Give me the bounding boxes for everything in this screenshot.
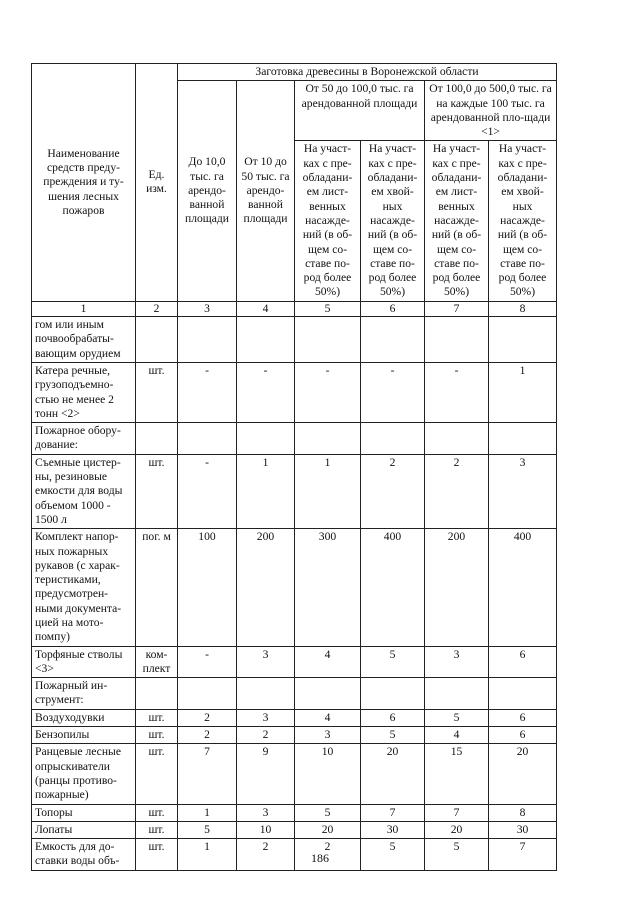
row-value: 5	[178, 821, 237, 838]
header-deciduous-50-100: На участ-ках с пре-обладани-ем лист-венных насажде-ний (в об-щем со-ставе по-род более 50%)	[295, 141, 361, 301]
row-value	[425, 678, 489, 710]
row-unit: шт.	[136, 744, 178, 804]
column-number: 8	[489, 301, 557, 316]
row-unit: шт.	[136, 821, 178, 838]
row-value	[295, 678, 361, 710]
row-value: 20	[295, 821, 361, 838]
header-50-to-100: От 50 до 100,0 тыс. га арендованной площади	[295, 81, 425, 141]
row-value	[295, 317, 361, 363]
row-value: 7	[425, 804, 489, 821]
row-value: 1	[295, 454, 361, 528]
row-value: 6	[361, 709, 425, 726]
column-number: 2	[136, 301, 178, 316]
table-row	[32, 454, 557, 528]
row-value: 9	[237, 744, 295, 804]
table-row	[32, 423, 557, 455]
row-value: -	[178, 646, 237, 678]
row-value: 6	[489, 709, 557, 726]
row-value: 5	[295, 804, 361, 821]
column-number: 5	[295, 301, 361, 316]
header-coniferous-100-500: На участ-ках с пре-обладани-ем хвой-ных насажде-ний (в об-щем со-ставе по-род более 50%)	[489, 141, 557, 301]
row-value: -	[361, 362, 425, 422]
row-name: Воздуходувки	[32, 709, 136, 726]
table-row	[32, 646, 557, 678]
row-name: Бензопилы	[32, 727, 136, 744]
row-value: -	[237, 362, 295, 422]
row-unit: пог. м	[136, 529, 178, 646]
row-value	[237, 423, 295, 455]
table-row	[32, 709, 557, 726]
row-value: 20	[489, 744, 557, 804]
row-value: 1	[489, 362, 557, 422]
row-value: 5	[425, 709, 489, 726]
row-value: 2	[425, 454, 489, 528]
row-value	[361, 678, 425, 710]
row-value: 8	[489, 804, 557, 821]
row-unit: шт.	[136, 839, 178, 871]
row-value: 7	[361, 804, 425, 821]
row-value: 1	[237, 454, 295, 528]
table-row	[32, 529, 557, 646]
row-value	[361, 423, 425, 455]
row-value: 3	[237, 804, 295, 821]
row-name: Пожарное обору-дование:	[32, 423, 136, 455]
row-value: 2	[295, 839, 361, 871]
column-number: 7	[425, 301, 489, 316]
header-name-column: Наименование средств преду-преждения и ту-шения лесных пожаров	[32, 64, 136, 302]
row-value: 4	[425, 727, 489, 744]
row-unit: шт.	[136, 804, 178, 821]
row-value: 7	[178, 744, 237, 804]
row-value: 2	[361, 454, 425, 528]
row-value: 400	[361, 529, 425, 646]
column-number: 1	[32, 301, 136, 316]
row-unit: шт.	[136, 454, 178, 528]
header-group-title: Заготовка древесины в Воронежской области	[178, 64, 557, 81]
row-name: Ранцевые лесные опрыскиватели (ранцы противо-пожарные)	[32, 744, 136, 804]
row-value: 200	[425, 529, 489, 646]
row-name: Топоры	[32, 804, 136, 821]
row-value: 2	[237, 727, 295, 744]
row-unit	[136, 678, 178, 710]
row-name: Лопаты	[32, 821, 136, 838]
row-value: 15	[425, 744, 489, 804]
row-value: 2	[178, 709, 237, 726]
row-value	[237, 317, 295, 363]
row-value: 10	[295, 744, 361, 804]
row-value: -	[178, 362, 237, 422]
row-unit: шт.	[136, 709, 178, 726]
row-name: гом или иным почвообрабаты-вающим орудием	[32, 317, 136, 363]
row-value	[489, 317, 557, 363]
row-value: 6	[489, 727, 557, 744]
row-value	[425, 317, 489, 363]
row-value: 20	[361, 744, 425, 804]
row-name: Пожарный ин-струмент:	[32, 678, 136, 710]
row-value: 1	[178, 804, 237, 821]
row-value: 400	[489, 529, 557, 646]
row-value: -	[178, 454, 237, 528]
row-value: 100	[178, 529, 237, 646]
row-value	[178, 317, 237, 363]
row-value	[489, 678, 557, 710]
row-value: -	[425, 362, 489, 422]
row-value	[361, 317, 425, 363]
row-name: Торфяные стволы <3>	[32, 646, 136, 678]
row-value: 4	[295, 646, 361, 678]
header-100-to-500: От 100,0 до 500,0 тыс. га на каждые 100 тыс. га арендованной пло-щади <1>	[425, 81, 557, 141]
table-row	[32, 744, 557, 804]
row-value: 10	[237, 821, 295, 838]
table-row	[32, 821, 557, 838]
row-value: 5	[361, 839, 425, 871]
table-row	[32, 678, 557, 710]
row-value: 5	[361, 727, 425, 744]
column-number: 6	[361, 301, 425, 316]
row-unit	[136, 423, 178, 455]
row-value: 6	[489, 646, 557, 678]
header-coniferous-50-100: На участ-ках с пре-обладани-ем хвой-ных насажде-ний (в об-щем со-ставе по-род более 50%)	[361, 141, 425, 301]
row-value: 3	[237, 709, 295, 726]
row-name: Комплект напор-ных пожарных рукавов (с харак-теристиками, предусмотрен-ными документа-цией на мото-помпу)	[32, 529, 136, 646]
header-10-to-50: От 10 до 50 тыс. га арендо-ванной площади	[237, 81, 295, 301]
table-row	[32, 317, 557, 363]
row-name: Съемные цистер-ны, резиновые емкости для воды объемом 1000 - 1500 л	[32, 454, 136, 528]
row-value: 30	[489, 821, 557, 838]
row-value: 20	[425, 821, 489, 838]
row-value: 3	[489, 454, 557, 528]
row-name: Катера речные, грузоподъемно-стью не менее 2 тонн <2>	[32, 362, 136, 422]
row-value: 2	[178, 727, 237, 744]
row-unit: шт.	[136, 727, 178, 744]
row-value: 3	[425, 646, 489, 678]
row-value	[237, 678, 295, 710]
row-value	[489, 423, 557, 455]
row-value: 4	[295, 709, 361, 726]
header-deciduous-100-500: На участ-ках с пре-обладани-ем лист-венных насажде-ний (в об-щем со-ставе по-род более 50%)	[425, 141, 489, 301]
page-number: 186	[311, 851, 329, 865]
row-value	[178, 678, 237, 710]
header-up-to-10: До 10,0 тыс. га арендо-ванной площади	[178, 81, 237, 301]
row-value	[178, 423, 237, 455]
row-unit	[136, 317, 178, 363]
fire-equipment-norms-table	[31, 63, 557, 871]
row-value: 300	[295, 529, 361, 646]
row-value: 5	[425, 839, 489, 871]
column-number-row	[32, 301, 557, 316]
row-unit: шт.	[136, 362, 178, 422]
table-row	[32, 362, 557, 422]
header-unit-column: Ед. изм.	[136, 64, 178, 302]
column-number: 4	[237, 301, 295, 316]
column-number: 3	[178, 301, 237, 316]
row-value: 3	[295, 727, 361, 744]
row-value: -	[295, 362, 361, 422]
row-name: Емкость для до-ставки воды объ-	[32, 839, 136, 871]
table-row	[32, 727, 557, 744]
row-value: 30	[361, 821, 425, 838]
row-value: 7	[489, 839, 557, 871]
row-value	[295, 423, 361, 455]
row-value: 1	[178, 839, 237, 871]
row-value: 2	[237, 839, 295, 871]
row-unit: ком-плект	[136, 646, 178, 678]
row-value: 200	[237, 529, 295, 646]
row-value	[425, 423, 489, 455]
row-value: 5	[361, 646, 425, 678]
table-row	[32, 804, 557, 821]
row-value: 3	[237, 646, 295, 678]
